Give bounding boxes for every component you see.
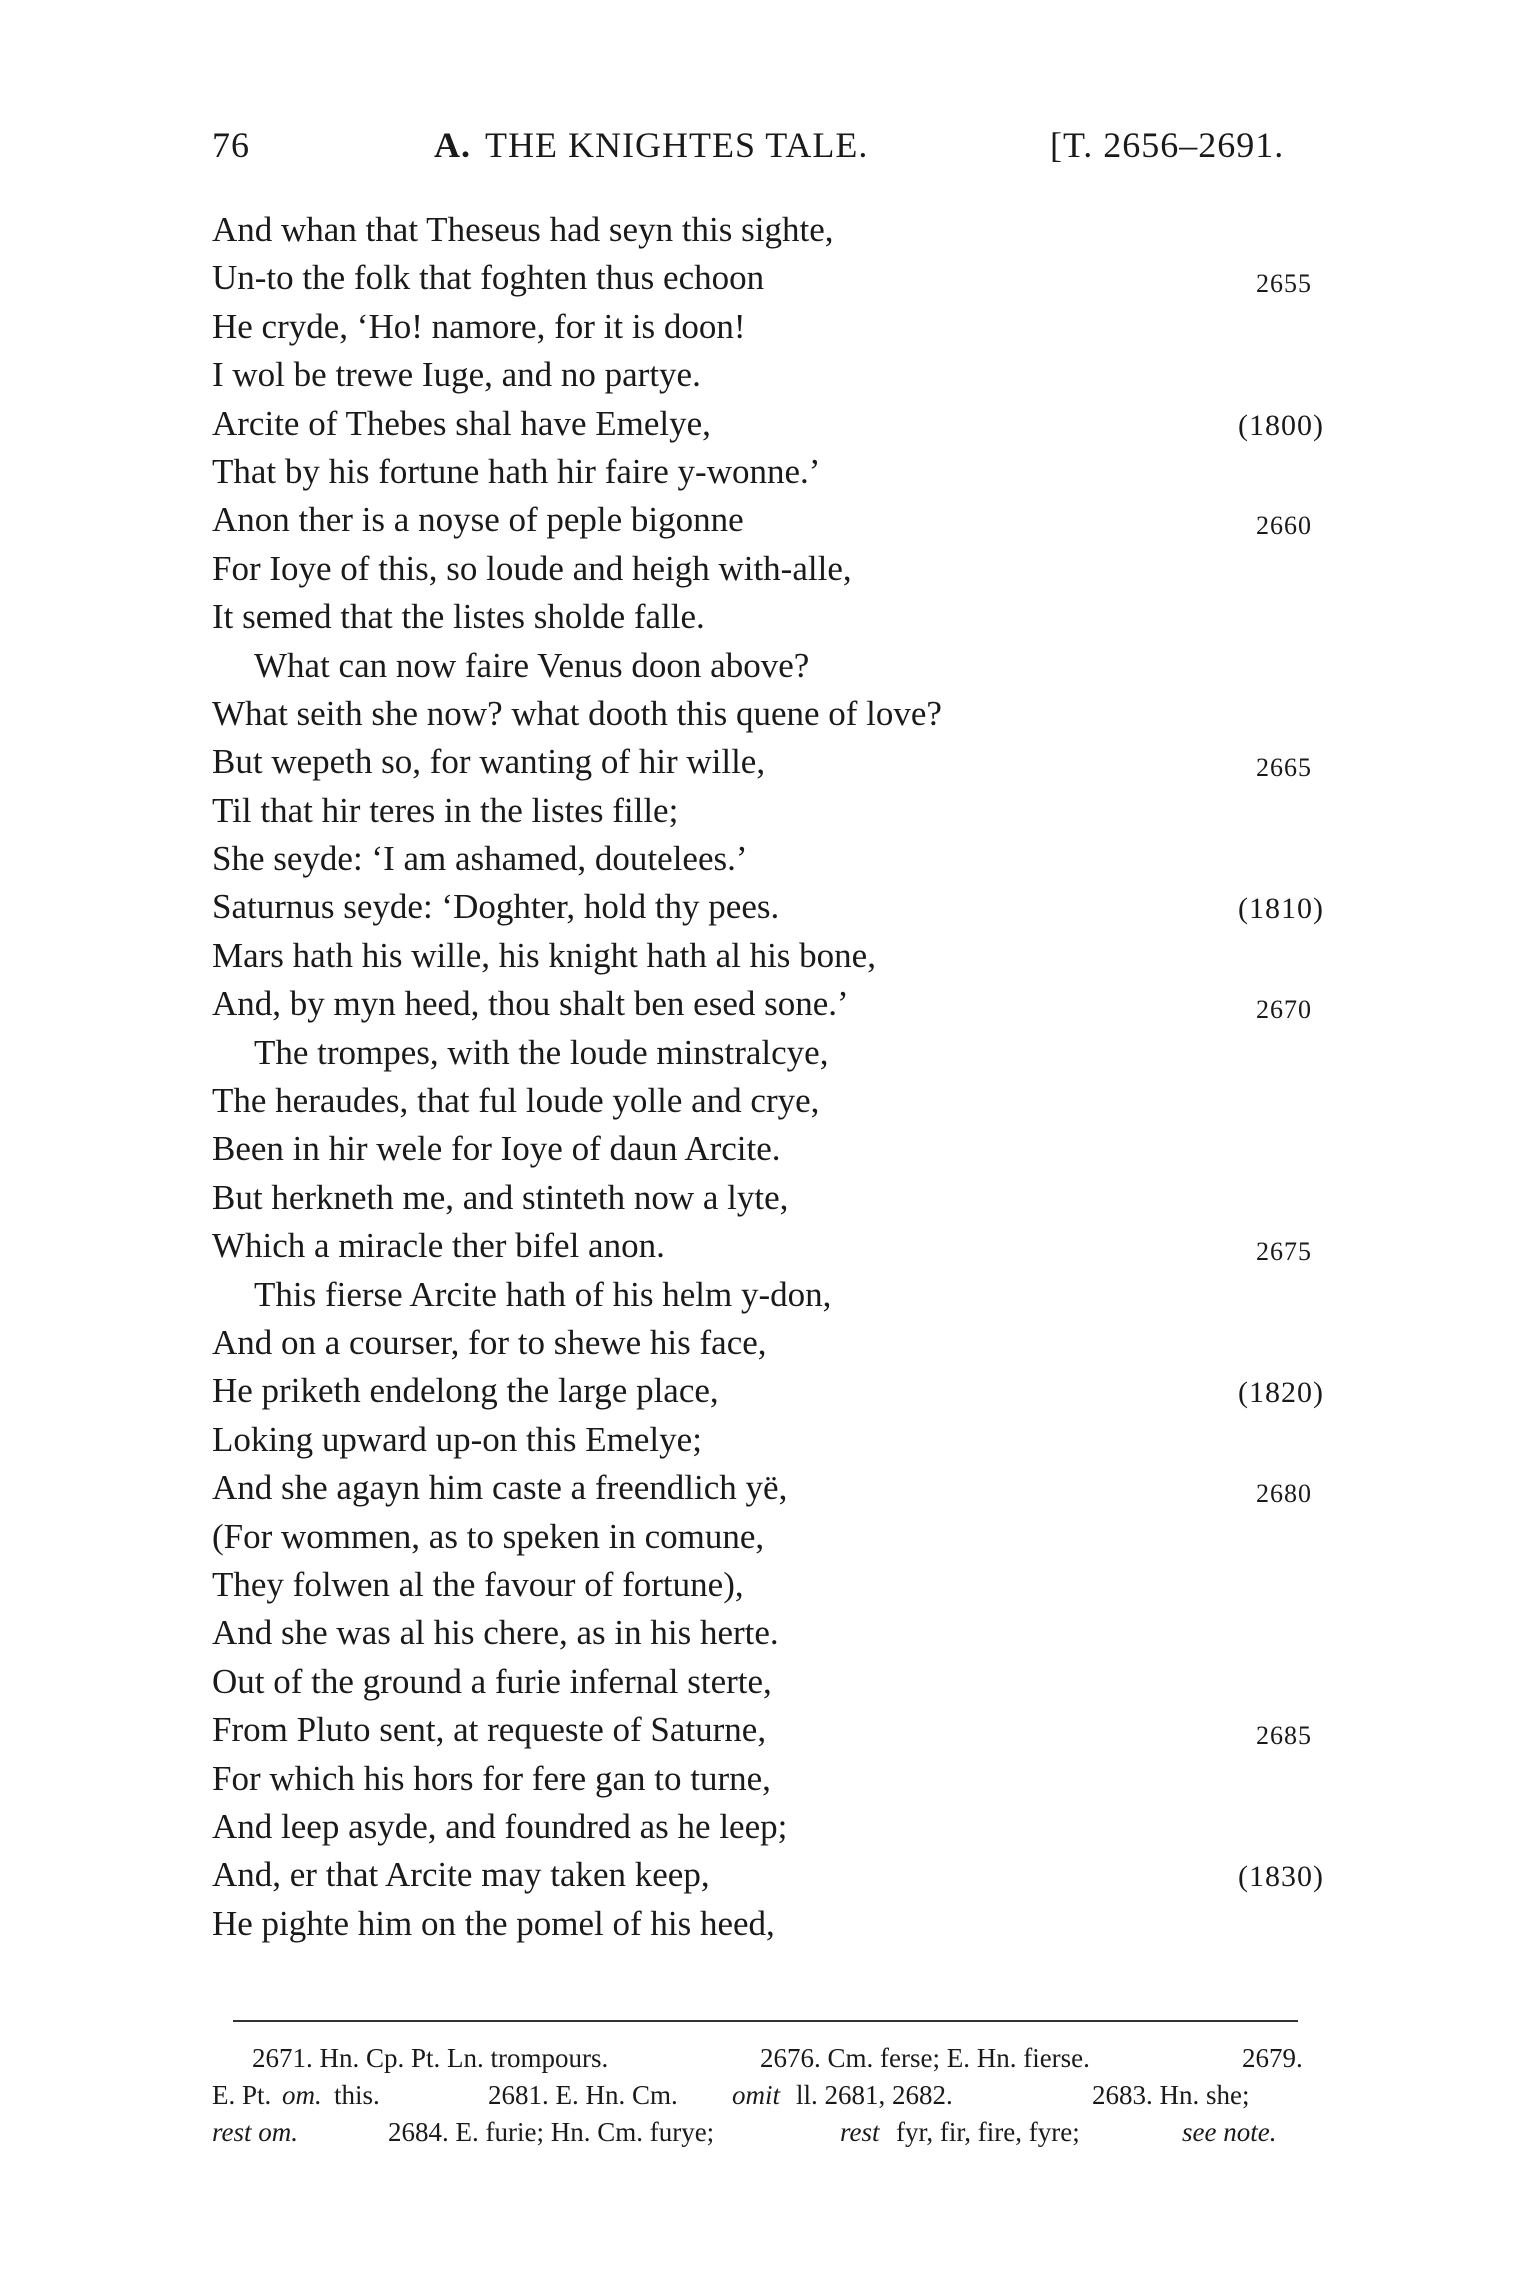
verse-text: (For wommen, as to speken in comune,	[212, 1516, 765, 1556]
verse-text: Un-to the folk that foghten thus echoon	[212, 258, 765, 298]
verse-line	[212, 400, 1324, 448]
verse-text: And on a courser, for to shewe his face,	[212, 1322, 767, 1362]
verse-text: And whan that Theseus had seyn this sighte,	[212, 210, 834, 249]
footnote-2679-word: this.	[334, 2080, 380, 2110]
verse-text: And, by myn heed, thou shalt ben esed sone.’	[212, 984, 849, 1024]
verse-text: What seith she now? what dooth this quene of love?	[212, 693, 942, 733]
verse-line	[212, 1125, 1312, 1173]
footnote-2671: 2671. Hn. Cp. Pt. Ln. trompours.	[252, 2043, 609, 2073]
verse-line	[212, 932, 1312, 980]
verse-text: And she was al his chere, as in his herte.	[212, 1613, 779, 1653]
verse-line	[212, 593, 1312, 641]
line-number: (1800)	[1238, 408, 1324, 442]
footnotes	[212, 2040, 1312, 2151]
verse-text: Out of the ground a furie infernal sterte,	[212, 1661, 772, 1701]
verse-line	[212, 351, 1312, 399]
verse-line	[212, 1561, 1312, 1609]
verse-text: I wol be trewe Iuge, and no partye.	[212, 355, 701, 395]
footnote-line-1	[212, 2040, 1312, 2077]
verse-text: This fierse Arcite hath of his helm y-don,	[254, 1274, 832, 1314]
footnote-2684-forms: fyr, fir, fire, fyre;	[896, 2117, 1080, 2147]
verse-text: The trompes, with the loude minstralcye,	[254, 1032, 829, 1072]
verse-line	[212, 835, 1312, 883]
line-number: 2685	[1256, 1721, 1312, 1751]
verse-line	[212, 1319, 1312, 1367]
verse-text: From Pluto sent, at requeste of Saturne,	[212, 1710, 767, 1750]
footnote-2679-start: 2679.	[1242, 2043, 1303, 2073]
footnote-line-2	[212, 2077, 1312, 2114]
footnote-line-3	[212, 2114, 1312, 2151]
verse-line	[212, 1803, 1312, 1851]
verse-line	[212, 1174, 1312, 1222]
line-number: (1830)	[1238, 1860, 1324, 1894]
verse-line	[212, 1077, 1312, 1125]
verse-line	[212, 642, 1312, 690]
verse-text: For which his hors for fere gan to turne,	[212, 1758, 771, 1798]
verse-line	[212, 883, 1324, 931]
footnote-2681: 2681. E. Hn. Cm.	[488, 2080, 678, 2110]
verse-line	[212, 787, 1312, 835]
verse-text: Arcite of Thebes shal have Emelye,	[212, 403, 711, 443]
verse-text: And she agayn him caste a freendlich yë,	[212, 1468, 788, 1508]
footnote-2683: 2683. Hn. she;	[1092, 2080, 1250, 2110]
verse-text: Which a miracle ther bifel anon.	[212, 1226, 665, 1266]
verse-line	[212, 1271, 1312, 1319]
verse-text: But herkneth me, and stinteth now a lyte,	[212, 1177, 789, 1217]
page-number: 76	[212, 125, 250, 165]
line-number: (1810)	[1238, 892, 1324, 926]
footnote-2679-ms: E. Pt.	[212, 2080, 272, 2110]
verse-text: Til that hir teres in the listes fille;	[212, 790, 679, 830]
verse-line	[212, 1609, 1312, 1657]
verse-line	[212, 1658, 1312, 1706]
verse-text: They folwen al the favour of fortune),	[212, 1564, 744, 1604]
verse-text: Been in hir wele for Ioye of daun Arcite.	[212, 1129, 781, 1169]
verse-line	[212, 1367, 1324, 1415]
line-number: 2670	[1256, 995, 1312, 1025]
line-number: 2675	[1256, 1237, 1312, 1267]
poem-text	[212, 206, 1324, 1948]
footnote-2681-lines: ll. 2681, 2682.	[796, 2080, 953, 2110]
line-number: (1820)	[1238, 1376, 1324, 1410]
verse-line	[212, 1851, 1324, 1899]
verse-line	[212, 545, 1312, 593]
verse-text: He cryde, ‘Ho! namore, for it is doon!	[212, 306, 746, 346]
verse-line	[212, 1900, 1312, 1948]
verse-line	[212, 448, 1312, 496]
verse-text: And leep asyde, and foundred as he leep;	[212, 1806, 788, 1846]
verse-text: He priketh endelong the large place,	[212, 1371, 719, 1411]
verse-line	[212, 1513, 1312, 1561]
verse-line	[212, 496, 1312, 544]
verse-line	[212, 1416, 1312, 1464]
footnote-2684-rest: rest	[840, 2117, 880, 2147]
verse-text: It semed that the listes sholde falle.	[212, 597, 705, 637]
verse-text: And, er that Arcite may taken keep,	[212, 1855, 710, 1895]
verse-text: He pighte him on the pomel of his heed,	[212, 1903, 775, 1943]
verse-text: Anon ther is a noyse of peple bigonne	[212, 500, 744, 540]
verse-line	[212, 303, 1312, 351]
verse-text: That by his fortune hath hir faire y-wonne.’	[212, 451, 821, 491]
line-range: [T. 2656–2691.	[1050, 125, 1285, 165]
running-header	[212, 124, 1312, 174]
footnote-2683-rest: rest om.	[212, 2117, 298, 2147]
verse-line	[212, 738, 1312, 786]
verse-text: She seyde: ‘I am ashamed, doutelees.’	[212, 839, 748, 879]
footnote-2679-om: om.	[282, 2080, 322, 2110]
verse-line	[212, 1706, 1312, 1754]
section-letter: A.	[434, 125, 471, 165]
line-number: 2655	[1256, 269, 1312, 299]
verse-text: Loking upward up-on this Emelye;	[212, 1419, 702, 1459]
footnote-rule	[233, 2020, 1298, 2022]
verse-line	[212, 980, 1312, 1028]
verse-text: But wepeth so, for wanting of hir wille,	[212, 742, 766, 782]
verse-line	[212, 690, 1312, 738]
verse-line	[212, 1755, 1312, 1803]
verse-text: What can now faire Venus doon above?	[254, 645, 810, 685]
footnote-2681-omit: omit	[732, 2080, 781, 2110]
line-number: 2660	[1256, 511, 1312, 541]
verse-line	[212, 206, 1312, 254]
verse-line	[212, 1029, 1312, 1077]
footnote-2676: 2676. Cm. ferse; E. Hn. fierse.	[760, 2043, 1090, 2073]
line-number: 2665	[1256, 753, 1312, 783]
tale-title: THE KNIGHTES TALE.	[485, 125, 869, 165]
verse-text: Saturnus seyde: ‘Doghter, hold thy pees.	[212, 887, 780, 927]
footnote-see-note: see note.	[1182, 2117, 1277, 2147]
line-number: 2680	[1256, 1479, 1312, 1509]
verse-line	[212, 1464, 1312, 1512]
verse-text: Mars hath his wille, his knight hath al his bone,	[212, 935, 876, 975]
running-title	[434, 124, 868, 166]
verse-text: The heraudes, that ful loude yolle and crye,	[212, 1081, 820, 1121]
verse-line	[212, 254, 1312, 302]
verse-text: For Ioye of this, so loude and heigh with-alle,	[212, 548, 852, 588]
footnote-2684: 2684. E. furie; Hn. Cm. furye;	[388, 2117, 715, 2147]
verse-line	[212, 1222, 1312, 1270]
